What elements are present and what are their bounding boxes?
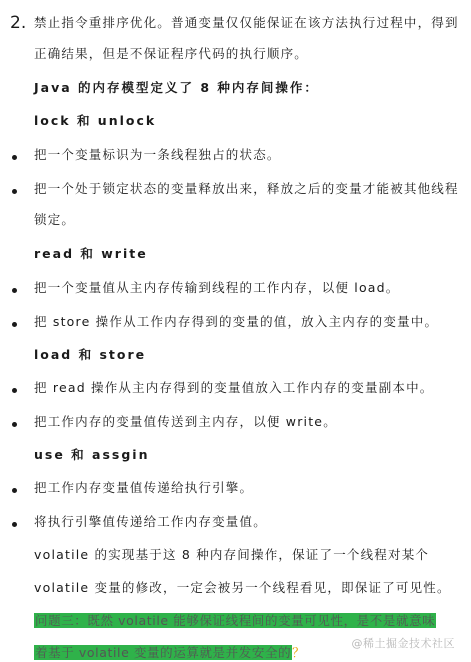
watermark: @稀土掘金技术社区 <box>351 637 455 650</box>
bullet-text: 把 read 操作从主内存得到的变量值放入工作内存的变量副本中。 <box>34 380 434 395</box>
bullet-text: 把 store 操作从工作内存得到的变量的值，放入主内存的变量中。 <box>34 314 439 329</box>
highlighted-text: 问题三：既然 volatile 能够保证线程间的变量可见性，是不是就意味 <box>35 613 436 628</box>
bullet-dot <box>12 155 17 160</box>
bullet-text: 锁定。 <box>34 212 76 227</box>
section-heading: Java 的内存模型定义了 8 种内存间操作： <box>34 80 319 95</box>
bullet-dot <box>12 322 17 327</box>
highlighted-text: 着基于 volatile 变量的运算就是并发安全的 <box>35 645 292 660</box>
bullet-dot <box>12 522 17 527</box>
bullet-text: 把一个变量标识为一条线程独占的状态。 <box>34 147 281 162</box>
operation-heading: use 和 assgin <box>34 447 150 462</box>
question-line <box>34 644 305 662</box>
paragraph-line: 正确结果，但是不保证程序代码的执行顺序。 <box>34 46 309 61</box>
bullet-dot <box>12 388 17 393</box>
bullet-dot <box>12 488 17 493</box>
bullet-text: 把一个处于锁定状态的变量释放出来，释放之后的变量才能被其他线程 <box>34 181 459 196</box>
bullet-dot <box>12 288 17 293</box>
paragraph-line: volatile 变量的修改，一定会被另一个线程看见，即保证了可见性。 <box>34 580 451 595</box>
question-line <box>34 612 436 630</box>
bullet-dot <box>12 422 17 427</box>
paragraph-line: 禁止指令重排序优化。普通变量仅仅能保证在该方法执行过程中，得到 <box>34 15 459 30</box>
bullet-text: 将执行引擎值传递给工作内存变量值。 <box>34 514 267 529</box>
operation-heading: lock 和 unlock <box>34 113 157 128</box>
operation-heading: load 和 store <box>34 347 147 362</box>
bullet-text: 把一个变量值从主内存传输到线程的工作内存，以便 load。 <box>34 280 400 295</box>
bullet-text: 把工作内存的变量值传送到主内存，以便 write。 <box>34 414 337 429</box>
bullet-dot <box>12 189 17 194</box>
paragraph-line: volatile 的实现基于这 8 种内存间操作，保证了一个线程对某个 <box>34 547 430 562</box>
list-item-number: 2. <box>10 13 27 33</box>
bullet-text: 把工作内存变量值传递给执行引擎。 <box>34 480 254 495</box>
operation-heading: read 和 write <box>34 246 148 261</box>
question-mark: ？ <box>292 645 306 660</box>
